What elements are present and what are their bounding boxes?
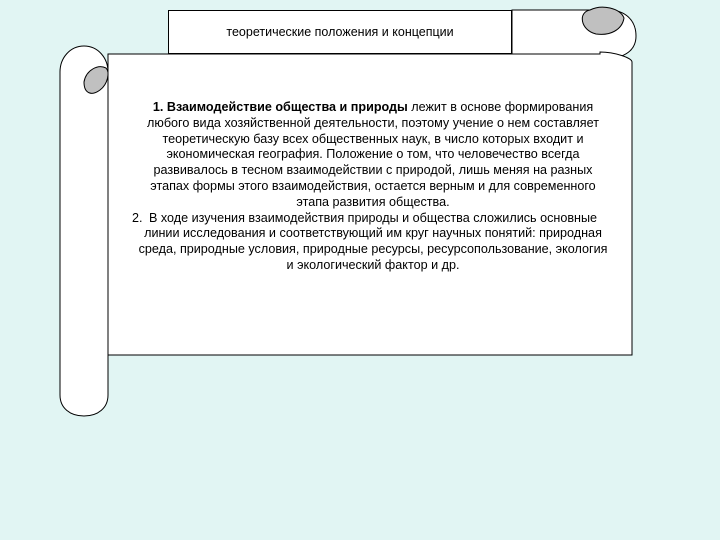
item-number: 2. (132, 210, 143, 225)
item-lead: Взаимодействие общества и природы (166, 100, 408, 114)
title-box (168, 10, 512, 54)
page-title: теоретические положения и концепции (226, 25, 454, 39)
item-number: 1. (152, 100, 164, 114)
list-item (132, 210, 610, 274)
item-text: В ходе изучения взаимодействия природы и общества сложились основные линии исследования и соответствующий им круг научных понятий: природная среда, природные условия, природные ресурсы, ресурсопользование, экология и экологический фактор и др. (138, 210, 608, 272)
scroll-content (132, 100, 610, 274)
list-item (136, 100, 610, 211)
item-text: лежит в основе формирования любого вида хозяйственной деятельности, поэтому учение о нем составляет теоретическую базу всех общественных наук, в число которых входит и экономическая география. Положение о том, что человечество всегда развивалось в тесном взаимодействии с природой, лишь меняя на разных этапах формы этого взаимодействия, остается верным и для современного этапа развития общества. (147, 100, 599, 209)
left-roll (60, 46, 108, 416)
